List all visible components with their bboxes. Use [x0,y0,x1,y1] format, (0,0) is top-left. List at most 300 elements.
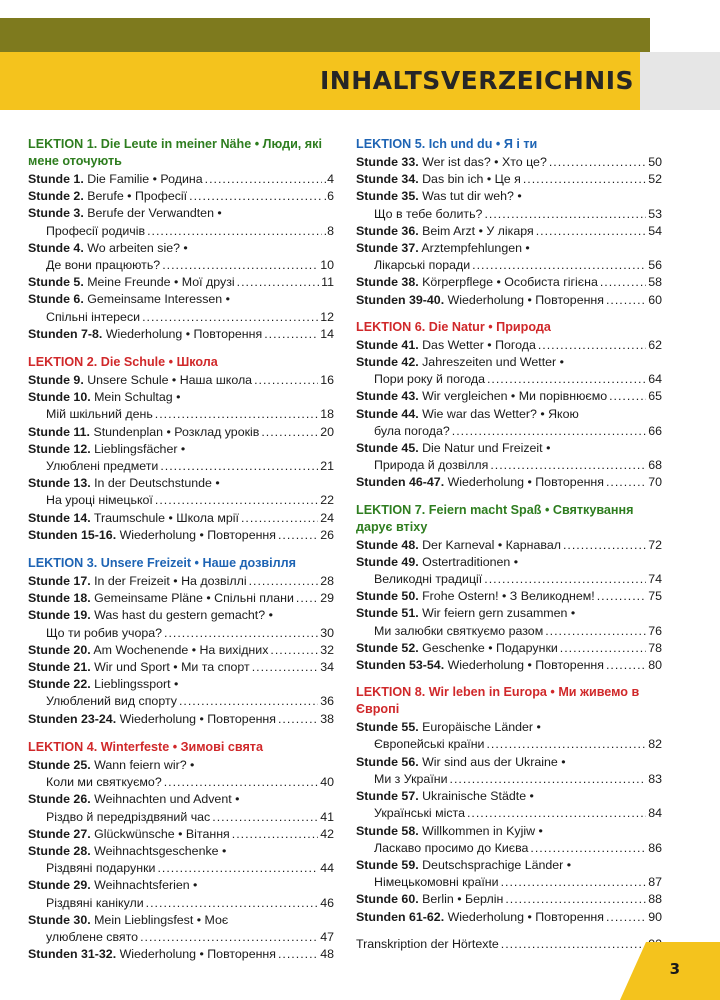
entry-head [28,291,230,308]
lesson-heading[interactable]: LEKTION 1. Die Leute in meiner Nähe • Люди, які мене оточують [28,137,322,168]
lesson-title: Arztempfehlungen • [421,241,530,256]
lesson-title-translation: Коли ми святкуємо? [46,775,162,790]
toc-entry[interactable] [28,642,334,659]
entry-head [28,642,268,659]
leader-dots [155,492,318,509]
toc-entry-continuation[interactable] [356,805,662,822]
page-ref: 60 [648,292,662,307]
leader-dots [484,571,646,588]
toc-entry[interactable] [356,537,662,554]
toc-entry[interactable] [28,188,334,205]
lesson-title-translation: Ласкаво просимо до Києва [374,840,529,855]
lesson-title-translation: була погода? [374,423,450,438]
page-ref: 80 [648,658,662,673]
toc-entry[interactable] [356,588,662,605]
page-ref: 38 [320,711,334,726]
entry-head [356,354,564,371]
lesson-title: Jahreszeiten und Wetter • [422,355,564,370]
lesson-title: Beim Arzt • У лікаря [422,223,534,238]
toc-entry[interactable] [356,474,662,491]
entry-head [356,388,607,405]
toc-entry-continuation[interactable] [28,406,334,423]
leader-dots [241,510,318,527]
page-ref: 18 [320,407,334,422]
lesson-number: Stunde 35. [356,189,419,204]
page-ref: 72 [648,537,662,552]
page-ref: 50 [648,155,662,169]
lesson-number: Stunde 43. [356,389,419,404]
leader-dots [212,809,318,826]
toc-section [356,136,662,309]
leader-dots [142,309,318,326]
lesson-number: Stunde 52. [356,640,419,655]
entry-head [356,857,571,874]
lesson-title: Wir sind aus der Ukraine • [422,754,566,769]
toc-entry-continuation[interactable] [356,840,662,857]
lesson-title: Lieblingsfächer • [94,441,186,456]
lesson-title: Mein Schultag • [94,390,181,405]
lesson-number: Stunde 27. [28,826,91,841]
page-ref: 14 [320,326,334,341]
header-band-gray [640,52,720,110]
lesson-title: Wie war das Wetter? • Якою [422,406,579,421]
toc-entry[interactable] [28,590,334,607]
entry-head [28,757,194,774]
lesson-title-translation: Різдвяні канікули [46,895,144,910]
toc-entry[interactable] [356,188,662,205]
lesson-number: Stunde 57. [356,789,419,804]
leader-dots [189,188,322,205]
toc-entry-continuation[interactable] [28,860,334,877]
entry-head [28,877,197,894]
lesson-title: Geschenke • Подарунки [422,640,558,655]
toc-entry[interactable] [356,406,662,423]
lesson-title-translation: Мій шкільний день [46,407,153,422]
toc-entry[interactable] [28,291,334,308]
leader-dots [157,860,318,877]
lesson-title: Am Wochenende • На вихідних [93,642,269,657]
page-ref: 11 [321,275,334,290]
toc-entry[interactable] [356,354,662,371]
toc-section [28,136,334,343]
toc-entry[interactable] [28,372,334,389]
page-ref: 74 [648,572,662,587]
toc-entry[interactable] [28,843,334,860]
toc-entry[interactable] [28,171,334,188]
toc-column-left [28,136,334,974]
page-ref: 48 [320,947,334,962]
lesson-title-translation: Різдво й передріздвяний час [46,809,211,824]
lesson-number: Stunde 14. [28,510,91,525]
lesson-title: Ukrainische Städte • [422,789,534,804]
toc-entry[interactable] [356,823,662,840]
page-ref: 47 [320,929,334,944]
lesson-title: Traumschule • Школа мрії [93,510,239,525]
lesson-number: Stunde 6. [28,292,84,307]
entry-head [356,240,530,257]
lesson-heading[interactable]: LEKTION 5. Ich und du • Я і ти [356,137,538,151]
entry-head [356,640,558,657]
leader-dots [452,423,646,440]
leader-dots [296,590,318,607]
page-ref: 46 [320,895,334,910]
entry-head [28,188,187,205]
lesson-number: Stunde 59. [356,857,419,872]
entry-head [28,791,239,808]
toc-entry-continuation[interactable] [356,874,662,891]
lesson-title-translation: улюблене свято [46,929,139,944]
page-ref: 90 [648,909,662,924]
lesson-number: Stunde 21. [28,660,91,675]
toc-entry[interactable] [356,788,662,805]
leader-dots [538,337,646,354]
entry-head [28,711,276,728]
lesson-number: Stunde 22. [28,677,91,692]
toc-entry[interactable] [356,240,662,257]
page-ref: 32 [320,642,334,657]
leader-dots [232,826,318,843]
toc-entry[interactable] [356,223,662,240]
lesson-number: Stunden 39-40. [356,292,445,307]
toc-entry-continuation[interactable] [356,771,662,788]
toc-entry[interactable] [28,676,334,693]
entry-head [356,719,541,736]
leader-dots [450,771,647,788]
lesson-title: Was tut dir weh? • [422,189,522,204]
entry-head [356,891,503,908]
entry-head [28,510,239,527]
lesson-number: Stunde 29. [28,878,91,893]
leader-dots [205,171,322,188]
lesson-title-translation: Лікарські поради [374,258,471,273]
lesson-title: Glückwünsche • Вітання [94,826,230,841]
toc-entry[interactable] [356,440,662,457]
page-ref: 52 [648,172,662,187]
lesson-title-translation: На уроці німецької [46,493,153,508]
toc-entry-continuation[interactable] [28,929,334,946]
toc-entry-continuation[interactable] [356,623,662,640]
lesson-title: Gemeinsame Pläne • Спільні плани [94,591,294,606]
entry-head [28,274,235,291]
lesson-number: Stunde 11. [28,424,90,439]
lesson-title: Meine Freunde • Мої друзі [87,275,235,290]
lesson-title-translation: Улюблений вид спорту [46,694,177,709]
toc-section [28,354,334,544]
lesson-number: Stunde 45. [356,441,419,456]
lesson-number: Stunde 28. [28,843,91,858]
page-ref: .6 [323,189,334,204]
lesson-number: Stunden 31-32. [28,947,117,962]
toc-entry[interactable] [28,826,334,843]
leader-dots [501,936,646,953]
page-ref: 42 [320,826,334,841]
page-ref: 10 [320,258,334,273]
toc-entry-continuation[interactable] [28,625,334,642]
toc-entry[interactable] [356,891,662,908]
entry-head [356,605,575,622]
leader-dots [249,573,319,590]
lesson-number: Stunde 44. [356,406,419,421]
lesson-number: Stunden 46-47. [356,475,445,490]
leader-dots [484,206,646,223]
leader-dots [486,736,646,753]
toc-entry[interactable] [356,171,662,188]
toc-entry[interactable] [28,711,334,728]
page-ref: 62 [648,337,662,352]
page-ref: 40 [320,775,334,790]
lesson-heading[interactable]: LEKTION 6. Die Natur • Природа [356,319,551,334]
toc-section [356,502,662,675]
toc-entry-continuation[interactable] [28,492,334,509]
toc-entry-continuation[interactable] [356,736,662,753]
toc-entry[interactable] [28,607,334,624]
page-ref: 12 [320,309,334,324]
lesson-number: Stunde 12. [28,441,91,456]
toc-entry[interactable] [28,912,334,929]
lesson-heading[interactable]: LEKTION 8. Wir leben in Europa • Ми живемо в Європі [356,685,640,717]
lesson-title: Deutschsprachige Länder • [422,857,572,872]
leader-dots [490,457,646,474]
toc-entry[interactable] [356,857,662,874]
lesson-heading[interactable]: LEKTION 2. Die Schule • Школа [28,355,218,370]
entry-head [356,909,604,926]
entry-head [28,912,228,929]
page-ref: 16 [320,373,334,388]
appendix-text: Transkription der Hörtexte [356,936,499,951]
entry-head [28,171,203,188]
lesson-number: Stunde 1. [28,172,84,186]
toc-entry[interactable] [356,754,662,771]
toc-entry[interactable] [356,292,662,309]
leader-dots [609,388,646,405]
lesson-title: Wann feiern wir? • [94,757,195,772]
toc-entry[interactable] [28,659,334,676]
leader-dots [146,895,319,912]
toc-column-right [356,136,662,953]
lesson-title: Wo arbeiten sie? • [87,240,188,255]
entry-head [356,474,604,491]
entry-head [28,573,247,590]
lesson-number: Stunde 5. [28,275,84,290]
toc-entry-continuation[interactable] [28,458,334,475]
toc-appendix-entry[interactable] [356,936,662,953]
entry-head [28,372,252,389]
toc-entry-continuation[interactable] [28,257,334,274]
toc-entry[interactable] [28,573,334,590]
toc-section [356,684,662,925]
lesson-number: Stunden 61-62. [356,909,445,924]
page-ref: 88 [648,892,662,907]
lesson-heading[interactable]: LEKTION 4. Winterfeste • Зимові свята [28,739,263,754]
toc-entry[interactable] [28,757,334,774]
leader-dots [164,625,318,642]
toc-entry[interactable] [356,719,662,736]
page-number: 3 [669,960,680,978]
leader-dots [545,623,646,640]
toc-entry[interactable] [28,424,334,441]
entry-head [28,607,273,624]
leader-dots [278,527,318,544]
lesson-title: Ostertraditionen • [422,554,519,569]
toc-entry[interactable] [28,946,334,963]
page-ref: 22 [320,493,334,508]
toc-entry[interactable] [28,240,334,257]
toc-entry[interactable] [356,274,662,291]
page-ref: 87 [648,875,662,890]
leader-dots [179,693,318,710]
toc-entry-continuation[interactable] [356,571,662,588]
lesson-number: Stunden 15-16. [28,527,117,542]
lesson-title-translation: Пори року й погода [374,372,485,387]
lesson-title: Europäische Länder • [422,720,541,735]
lesson-title-translation: Ми з України [374,771,448,786]
page-ref: 83 [648,771,662,786]
lesson-number: Stunde 36. [356,223,419,238]
toc-entry[interactable] [356,337,662,354]
toc-entry-continuation[interactable] [28,693,334,710]
page-ref: .4 [323,172,334,186]
entry-head [356,188,522,205]
toc-entry-continuation[interactable] [28,895,334,912]
toc-entry[interactable] [356,154,662,171]
toc-entry-continuation[interactable] [356,423,662,440]
page-ref: 82 [648,737,662,752]
lesson-number: Stunde 37. [356,241,419,256]
entry-head [356,657,604,674]
toc-entry[interactable] [356,909,662,926]
toc-entry-continuation[interactable] [356,371,662,388]
lesson-title: Weihnachtsgeschenke • [94,843,227,858]
lesson-number: Stunde 38. [356,275,419,290]
lesson-number: Stunde 17. [28,574,91,589]
entry-head [28,205,222,222]
lesson-title: Stundenplan • Розклад уроків [93,424,260,439]
lesson-number: Stunde 4. [28,240,84,255]
lesson-title: Was hast du gestern gemacht? • [94,608,273,623]
toc-entry[interactable] [356,640,662,657]
toc-entry-continuation[interactable] [28,809,334,826]
toc-entry[interactable] [28,441,334,458]
leader-dots [600,274,646,291]
lesson-heading[interactable]: LEKTION 3. Unsere Freizeit • Наше дозвілля [28,556,296,571]
lesson-title: Wiederholung • Повторення [119,947,276,962]
lesson-number: Stunde 20. [28,642,91,657]
lesson-title-translation: Що ти робив учора? [46,625,163,640]
leader-dots [606,474,646,491]
toc-entry-continuation[interactable] [28,223,334,240]
lesson-heading[interactable]: LEKTION 7. Feiern macht Spaß • Святкування дарує втіху [356,502,634,534]
leader-dots [254,372,318,389]
toc-entry-continuation[interactable] [356,206,662,223]
lesson-title: Mein Lieblingsfest • Моє [94,912,229,927]
page-ref: 28 [320,574,334,589]
lesson-title: Wiederholung • Повторення [447,658,604,673]
leader-dots [160,458,318,475]
page-ref: 84 [648,806,662,821]
page-ref: 26 [320,527,334,542]
entry-head [28,441,185,458]
page-ref: 75 [648,589,662,604]
leader-dots [252,659,318,676]
lesson-title: Wiederholung • Повторення [447,909,604,924]
toc-entry[interactable] [28,326,334,343]
toc-entry-continuation[interactable] [28,309,334,326]
leader-dots [264,326,318,343]
page-ref: 56 [648,258,662,273]
entry-head [28,527,276,544]
lesson-number: Stunden 23-24. [28,711,117,726]
lesson-title: Frohe Ostern! • З Великоднем! [422,589,595,604]
toc-entry-continuation[interactable] [28,774,334,791]
toc-entry[interactable] [356,657,662,674]
entry-head [28,826,230,843]
entry-head [28,946,276,963]
entry-head [356,440,550,457]
page-ref: 41 [320,809,334,824]
toc-entry[interactable] [356,605,662,622]
lesson-title-translation: Спільні інтереси [46,309,141,324]
entry-head [28,659,250,676]
entry-head [356,754,566,771]
lesson-title: In der Freizeit • На дозвіллі [94,574,247,589]
entry-head [28,475,220,492]
toc-entry[interactable] [356,388,662,405]
toc-entry-continuation[interactable] [356,457,662,474]
leader-dots [278,946,318,963]
toc-entry-continuation[interactable] [356,257,662,274]
lesson-number: Stunde 3. [28,206,84,221]
lesson-title-translation: Великодні традиції [374,572,483,587]
leader-dots [472,257,646,274]
leader-dots [164,774,318,791]
toc-entry[interactable] [28,475,334,492]
toc-entry[interactable] [28,389,334,406]
toc-entry[interactable] [28,877,334,894]
toc-entry[interactable] [28,274,334,291]
page-ref: .8 [323,223,334,238]
entry-head [356,171,521,188]
page-ref: 64 [648,372,662,387]
lesson-number: Stunde 50. [356,589,419,604]
lesson-title-translation: Європейські країни [374,737,485,752]
lesson-number: Stunde 60. [356,892,419,907]
entry-head [28,424,259,441]
toc-section [356,319,662,492]
lesson-title-translation: Українські міста [374,806,465,821]
leader-dots [505,891,646,908]
leader-dots [261,424,318,441]
lesson-title: Unsere Schule • Наша школа [87,373,253,388]
lesson-title: Berlin • Берлін [422,892,504,907]
lesson-number: Stunde 55. [356,720,419,735]
lesson-title-translation: Різдвяні подарунки [46,861,156,876]
toc-entry[interactable] [356,554,662,571]
toc-entry[interactable] [28,205,334,222]
page-title: INHALTSVERZEICHNIS [319,66,634,95]
lesson-title: Gemeinsame Interessen • [87,292,230,307]
toc-entry[interactable] [28,510,334,527]
toc-entry[interactable] [28,527,334,544]
toc-entry[interactable] [28,791,334,808]
lesson-title-translation: Німецькомовні країни [374,875,499,890]
page-ref: 53 [648,206,662,221]
lesson-number: Stunde 18. [28,591,91,606]
leader-dots [237,274,319,291]
lesson-number: Stunde 26. [28,792,91,807]
page-ref: 68 [648,458,662,473]
lesson-title-translation: Професії родичів [46,223,146,238]
toc-section [28,739,334,963]
